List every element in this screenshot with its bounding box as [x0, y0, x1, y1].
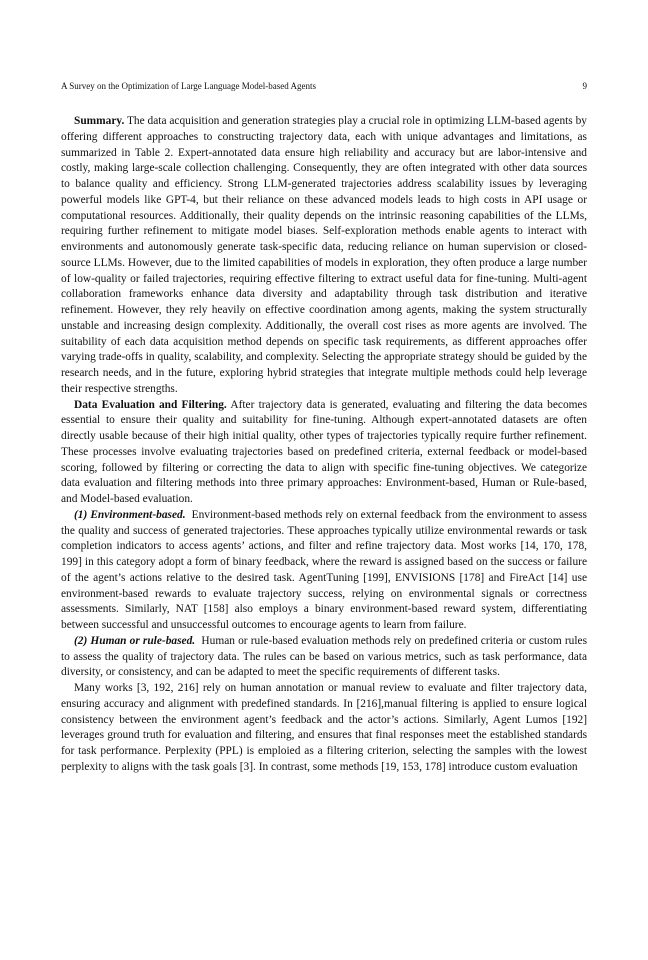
paragraph-text: After trajectory data is generated, evaluating and filtering the data becomes essential to ensure their quality and suitability for fine-tuning. Although expert-annotated datasets are often directly usable because of their high initial quality, other types of trajectories typically require further refinement. These processes involve evaluating trajectories based on predefined criteria, external feedback or model-based scoring, followed by filtering or correcting the data to align with specific fine-tuning objectives. We categorize data evaluation and filtering methods into three primary approaches: Environment-based, Human or Rule-based, and Model-based evaluation.: [61, 398, 588, 505]
page-number: 9: [582, 81, 587, 91]
paragraph-lead: Data Evaluation and Filtering.: [74, 398, 227, 411]
paragraph-environment-based: [61, 508, 587, 634]
running-header: [61, 80, 587, 92]
paragraph-lead: (1) Environment-based.: [74, 508, 186, 521]
paragraph-text: Human or rule-based evaluation methods rely on predefined criteria or custom rules to assess the quality of trajectory data. The rules can be based on various metrics, such as task performance, data diversity, or consistency, and can be adapted to meet the specific requirements of different tasks.: [61, 634, 588, 679]
paragraph-human-annotation: [61, 681, 587, 776]
paragraph-human-rule-based: [61, 634, 587, 681]
paragraph-text: The data acquisition and generation strategies play a crucial role in optimizing LLM-based agents by offering different approaches to constructing trajectory data, each with unique advantages and limitations, as summarized in Table 2. Expert-annotated data ensure high reliability and accuracy but are labor-intensive and costly, making large-scale collection challenging. Consequently, they are often integrated with other data sources to balance quality and efficiency. Strong LLM-generated trajectories address scalability issues by leveraging powerful models like GPT-4, but their reliance on these advanced models leads to high costs in API usage or computational resources. Additionally, their quality depends on the intrinsic reasoning capabilities of the LLMs, requiring further refinement to mitigate model biases. Self-exploration methods enable agents to interact with environments and autonomously generate task-specific data, reducing reliance on human supervision or closed-source LLMs. However, due to the limited capabilities of models in exploration, they often produce a large number of low-quality or failed trajectories, requiring effective filtering to extract useful data for fine-tuning. Multi-agent collaboration frameworks enhance data diversity and adaptability through task distribution and iterative refinement. However, they rely heavily on effective coordination among agents, making the system structurally unstable and increasing design complexity. Additionally, the overall cost rises as more agents are involved. The suitability of each data acquisition method depends on specific task requirements, as different approaches offer varying trade-offs in quality, scalability, and complexity. Selecting the appropriate strategy should be guided by the research needs, and in the future, exploring hybrid strategies that integrate multiple methods could help leverage their respective strengths.: [61, 115, 587, 395]
running-title: A Survey on the Optimization of Large Language Model-based Agents: [61, 81, 317, 91]
paragraph-summary: [61, 114, 587, 398]
paragraph-lead: Summary.: [74, 115, 125, 127]
paragraph-lead: (2) Human or rule-based.: [74, 634, 196, 647]
paragraph-text: Environment-based methods rely on external feedback from the environment to assess the quality and success of generated trajectories. These approaches typically utilize environmental rewards or task completion indicators to access agents’ actions, and filter and refine trajectory data. Most works [14, 170, 178, 199] in this category adopt a form of binary feedback, where the reward is assigned based on the success or failure of the agent’s actions relative to the desired task. AgentTuning [199], ENVISIONS [178] and FireAct [14] use environment-based rewards to evaluate trajectory success, relying on environmental signals or correctness assessments. Similarly, NAT [158] also employs a binary environment-based reward system, differentiating between successful and unsuccessful outcomes to encourage agents to learn from failure.: [61, 508, 587, 631]
body-text: [61, 114, 587, 776]
paper-page: [61, 0, 587, 960]
paragraph-text: Many works [3, 192, 216] rely on human annotation or manual review to evaluate and filter trajectory data, ensuring accuracy and alignment with predefined standards. In [216],manual filtering is applied to ensure logical consistency between the environment agent’s feedback and the actor’s actions. Similarly, Agent Lumos [192] leverages ground truth for evaluation and filtering, and ensures that final responses meet the established standards for task performance. Perplexity (PPL) is emploied as a filtering criterion, selecting the samples with the lowest perplexity to aligns with the task goals [3]. In contrast, some methods [19, 153, 178] introduce custom evaluation: [61, 682, 587, 773]
paragraph-data-evaluation: [61, 398, 587, 508]
